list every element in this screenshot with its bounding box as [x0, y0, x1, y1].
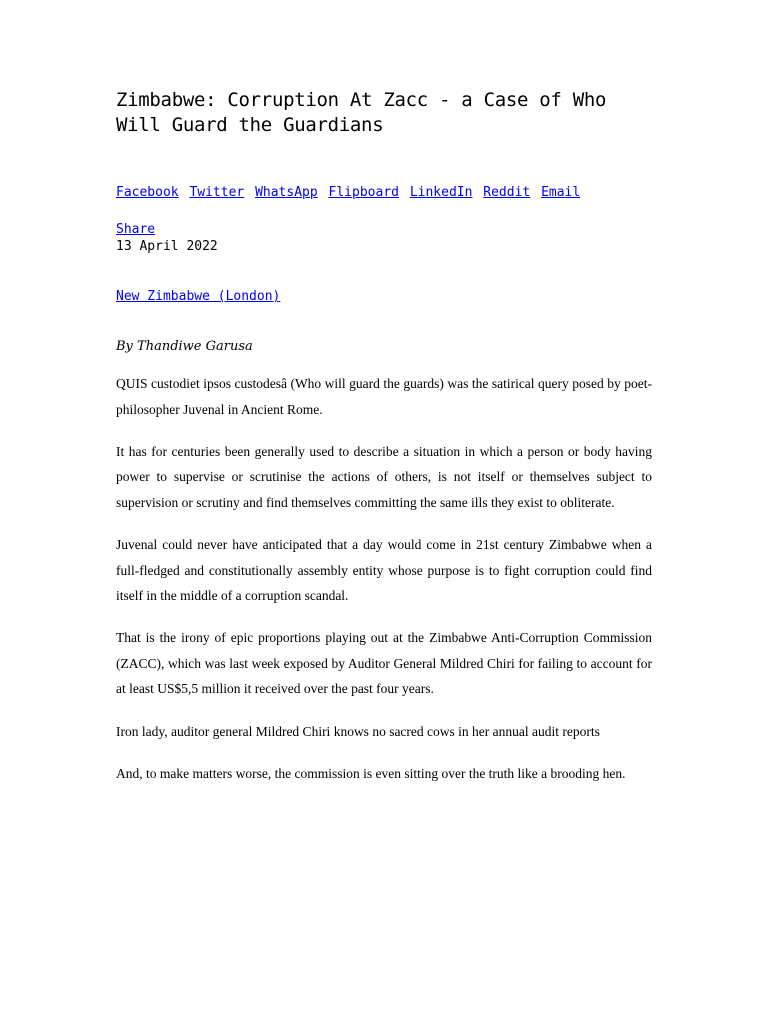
- share-link-email[interactable]: Email: [541, 185, 581, 200]
- share-link-linkedin[interactable]: LinkedIn: [409, 185, 473, 200]
- paragraph: Juvenal could never have anticipated that a day would come in 21st century Zimbabwe when a full-fledged and constitutionally assembly entity whose purpose is to fight corruption could find itself in the middle of a corruption scandal.: [116, 536, 652, 604]
- article-byline: By Thandiwe Garusa: [116, 339, 253, 354]
- paragraph: And, to make matters worse, the commission is even sitting over the truth like a brooding hen.: [116, 765, 626, 781]
- share-link-reddit[interactable]: Reddit: [483, 185, 531, 200]
- share-link-facebook[interactable]: Facebook: [116, 185, 179, 200]
- share-link-whatsapp[interactable]: WhatsApp: [255, 185, 318, 200]
- article-body: [116, 371, 652, 786]
- paragraph: It has for centuries been generally used to describe a situation in which a person or body having power to supervise or scrutinise the actions of others, is not itself or themselves subject to supervision or scrutiny and find themselves committing the same ills they exist to obliterate.: [116, 443, 652, 510]
- source-link[interactable]: New Zimbabwe (London): [116, 289, 281, 304]
- paragraph: That is the irony of epic proportions playing out at the Zimbabwe Anti-Corruption Commission (ZACC), which was last week exposed by Auditor General Mildred Chiri for failing to account for at least US$5,5 million it received over the past four years.: [116, 630, 652, 697]
- article: [116, 88, 652, 803]
- article-title: Zimbabwe: Corruption At Zacc - a Case of Who Will Guard the Guardians: [116, 89, 607, 136]
- share-link-flipboard[interactable]: Flipboard: [328, 185, 399, 200]
- share-label-row: [116, 221, 652, 238]
- share-link[interactable]: Share: [116, 222, 156, 237]
- article-source-row: [116, 288, 652, 305]
- paragraph: QUIS custodiet ipsos custodesâ (Who will guard the guards) was the satirical query posed by poet-philosopher Juvenal in Ancient Rome.: [116, 376, 652, 417]
- article-date: 13 April 2022: [116, 239, 218, 254]
- share-links: [116, 184, 652, 201]
- paragraph: Iron lady, auditor general Mildred Chiri knows no sacred cows in her annual audit reports: [116, 723, 600, 739]
- share-link-twitter[interactable]: Twitter: [189, 185, 245, 200]
